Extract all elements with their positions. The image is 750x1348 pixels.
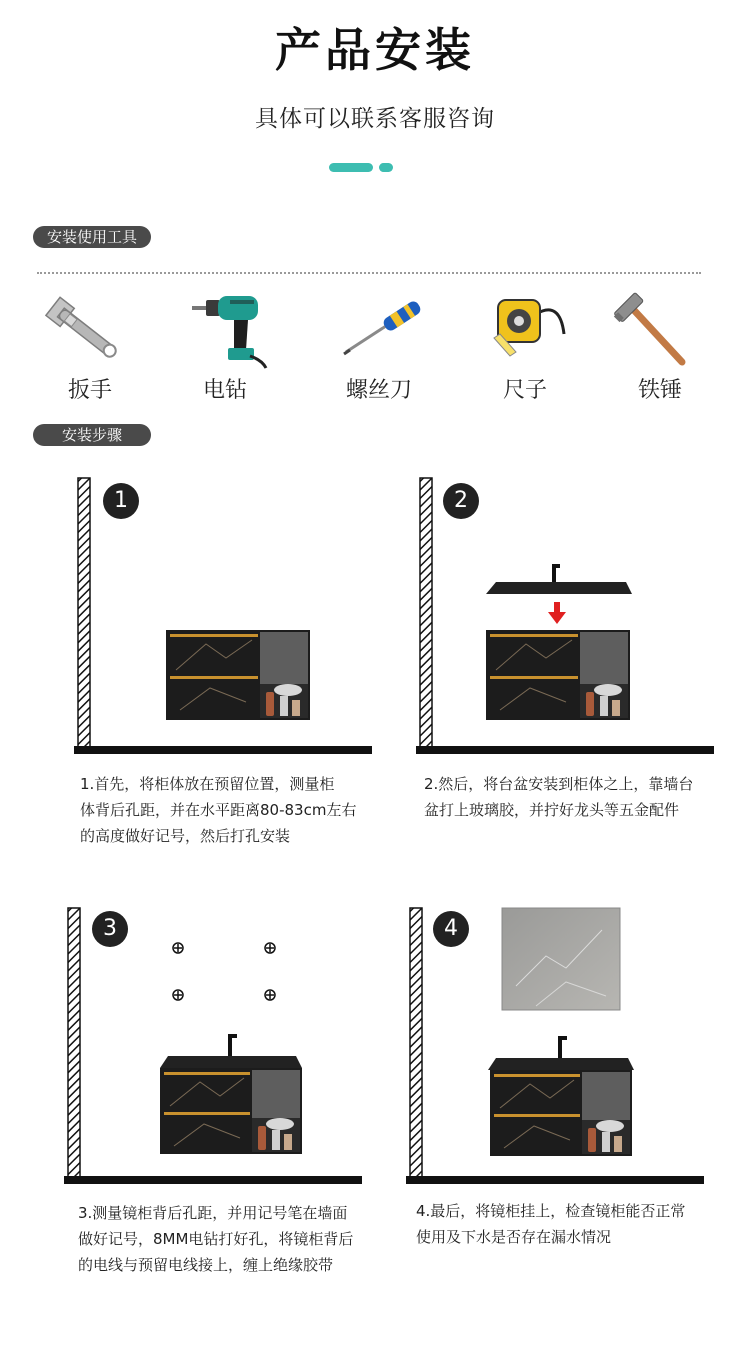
accent-divider-long: [329, 163, 373, 172]
tool-label-wrench: 扳手: [67, 378, 112, 403]
step-2-line: 2.然后，将台盆安装到柜体之上，靠墙台: [424, 775, 694, 793]
step-3-illustration: [64, 906, 364, 1190]
drill-icon: [190, 290, 270, 370]
step-4-description: [416, 1198, 736, 1250]
steps-section-title: 安装步骤: [33, 424, 151, 446]
tape-measure-icon: [490, 294, 570, 364]
tools-section-title: 安装使用工具: [33, 226, 151, 248]
step-3-line: 3.测量镜柜背后孔距，并用记号笔在墙面: [78, 1204, 348, 1222]
step-1-line: 1.首先，将柜体放在预留位置，测量柜: [80, 775, 335, 793]
step-2-line: 盆打上玻璃胶，并拧好龙头等五金配件: [424, 801, 680, 819]
step-1-number: 1: [103, 483, 139, 519]
step-2-description: [424, 771, 740, 823]
step-4-number: 4: [433, 911, 469, 947]
step-1-description: [80, 771, 400, 849]
step-4-line: 使用及下水是否存在漏水情况: [416, 1228, 612, 1246]
tool-label-screwdriver: 螺丝刀: [345, 378, 412, 403]
step-1-line: 的高度做好记号，然后打孔安装: [80, 827, 291, 845]
tool-label-hammer: 铁锤: [637, 378, 682, 403]
wrench-icon: [40, 292, 130, 372]
page-title: 产品安装: [275, 23, 475, 77]
step-4-line: 4.最后，将镜柜挂上，检查镜柜能否正常: [416, 1202, 686, 1220]
page-subtitle: 具体可以联系客服咨询: [255, 106, 495, 132]
accent-divider-short: [379, 163, 393, 172]
step-1-line: 体背后孔距，并在水平距离80-83cm左右: [80, 801, 357, 819]
tool-label-drill: 电钻: [202, 378, 247, 403]
screwdriver-icon: [340, 296, 430, 358]
tool-label-tape-measure: 尺子: [502, 378, 547, 403]
section-divider: [37, 272, 701, 274]
step-3-description: [78, 1200, 398, 1278]
hammer-icon: [612, 292, 692, 368]
step-2-number: 2: [443, 483, 479, 519]
step-4-illustration: [406, 906, 708, 1190]
step-3-line: 的电线与预留电线接上，缠上绝缘胶带: [78, 1256, 334, 1274]
step-3-line: 做好记号，8MM电钻打好孔，将镜柜背后: [78, 1230, 354, 1248]
step-3-number: 3: [92, 911, 128, 947]
